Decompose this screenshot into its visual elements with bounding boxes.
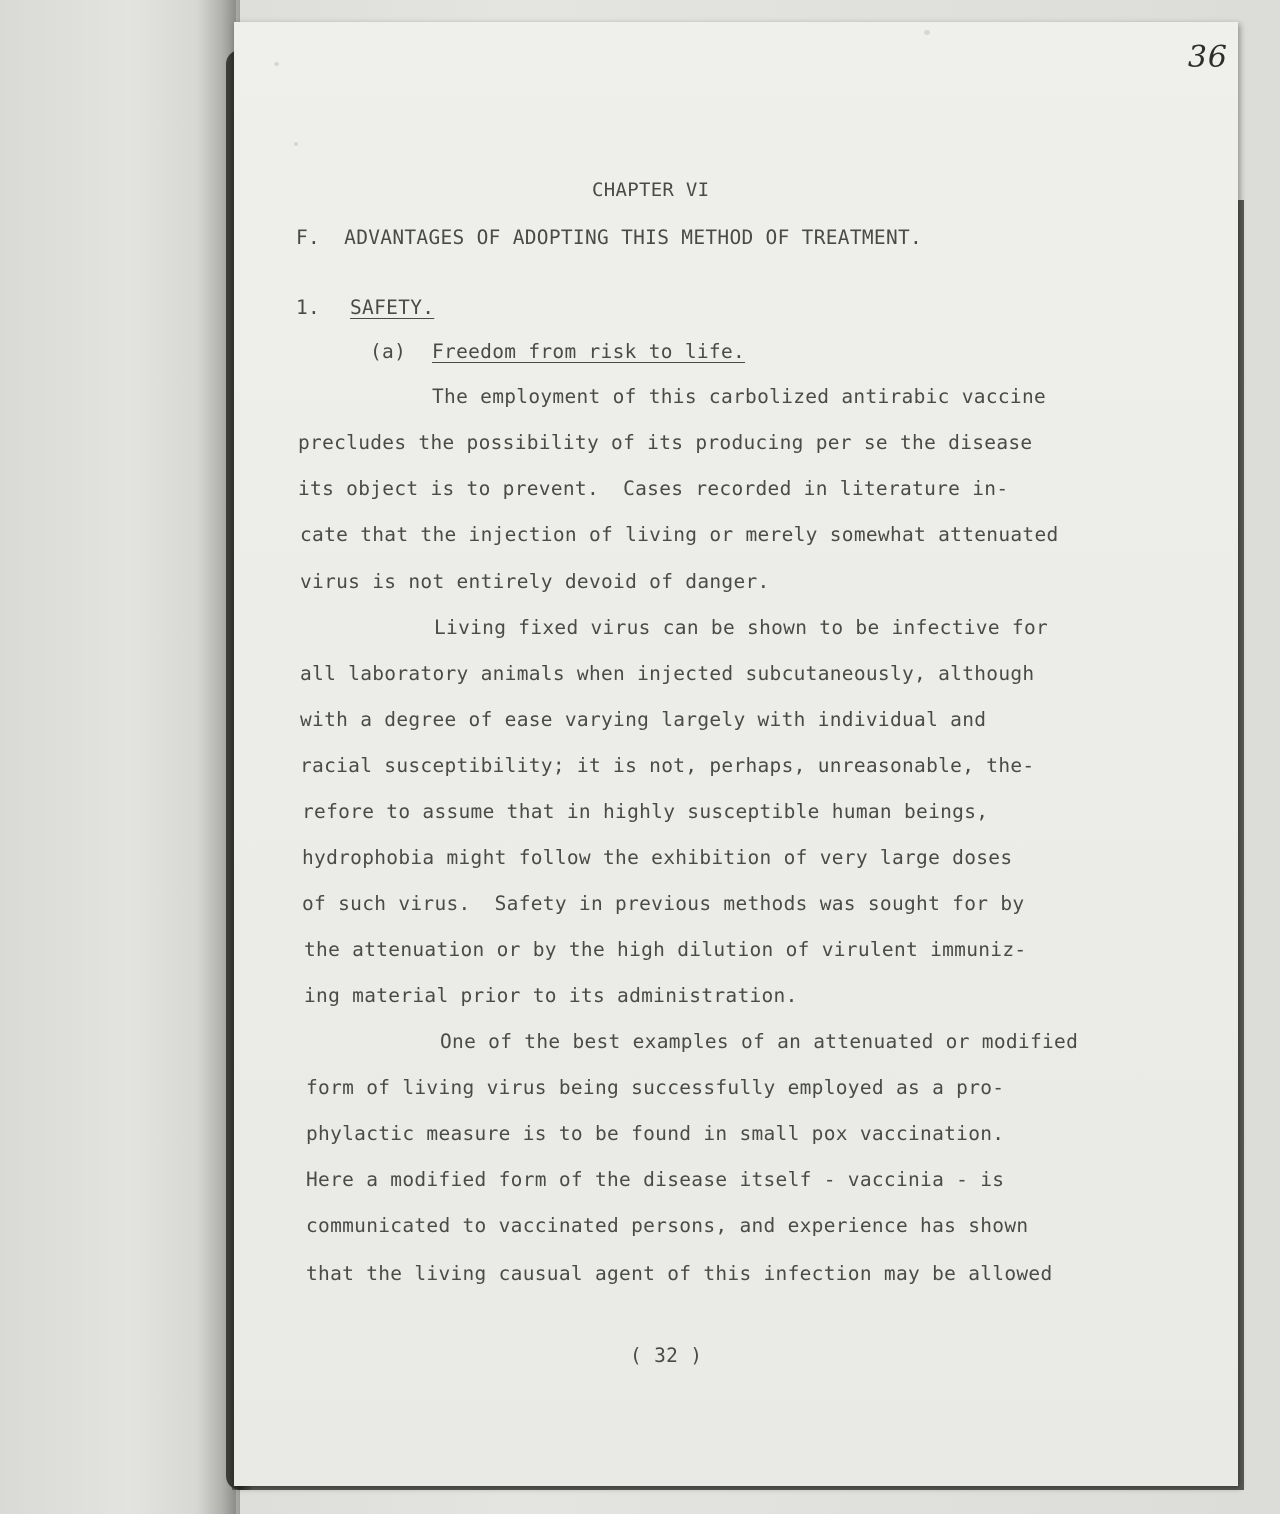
paper-speckle	[294, 142, 298, 146]
subsection-title: SAFETY.	[350, 296, 435, 319]
body-line: phylactic measure is to be found in small pox vaccination.	[306, 1122, 1005, 1145]
paper-speckle	[924, 30, 930, 35]
typed-page	[234, 22, 1238, 1486]
body-line: communicated to vaccinated persons, and experience has shown	[306, 1214, 1029, 1237]
body-line: refore to assume that in highly susceptible human beings,	[302, 800, 989, 823]
body-line: the attenuation or by the high dilution of virulent immuniz-	[304, 938, 1027, 961]
body-line: its object is to prevent. Cases recorded in literature in-	[298, 477, 1009, 500]
body-line: Living fixed virus can be shown to be infective for	[434, 616, 1049, 639]
body-line: cate that the injection of living or merely somewhat attenuated	[300, 523, 1059, 546]
body-line: hydrophobia might follow the exhibition of very large doses	[302, 846, 1013, 869]
folio-number: 36	[1187, 40, 1228, 75]
body-line: One of the best examples of an attenuated or modified	[440, 1030, 1079, 1053]
body-line: all laboratory animals when injected subcutaneously, although	[300, 662, 1035, 685]
body-line: ing material prior to its administration.	[304, 984, 798, 1007]
body-line: form of living virus being successfully employed as a pro-	[306, 1076, 1005, 1099]
body-line: Here a modified form of the disease itself - vaccinia - is	[306, 1168, 1005, 1191]
body-line: that the living causual agent of this infection may be allowed	[306, 1262, 1053, 1285]
body-line: precludes the possibility of its producing per se the disease	[298, 431, 1033, 454]
section-heading: F. ADVANTAGES OF ADOPTING THIS METHOD OF TREATMENT.	[296, 226, 923, 249]
subsection-number: 1.	[296, 296, 321, 319]
chapter-heading: CHAPTER VI	[592, 179, 710, 201]
body-line: virus is not entirely devoid of danger.	[300, 570, 770, 593]
body-line: The employment of this carbolized antirabic vaccine	[432, 385, 1047, 408]
subitem-title: Freedom from risk to life.	[432, 340, 746, 363]
page-number: ( 32 )	[630, 1344, 703, 1367]
paper-speckle	[274, 62, 279, 66]
body-line: racial susceptibility; it is not, perhaps, unreasonable, the-	[300, 754, 1035, 777]
body-line: of such virus. Safety in previous methods was sought for by	[302, 892, 1025, 915]
body-line: with a degree of ease varying largely with individual and	[300, 708, 987, 731]
subitem-label: (a)	[370, 340, 407, 363]
